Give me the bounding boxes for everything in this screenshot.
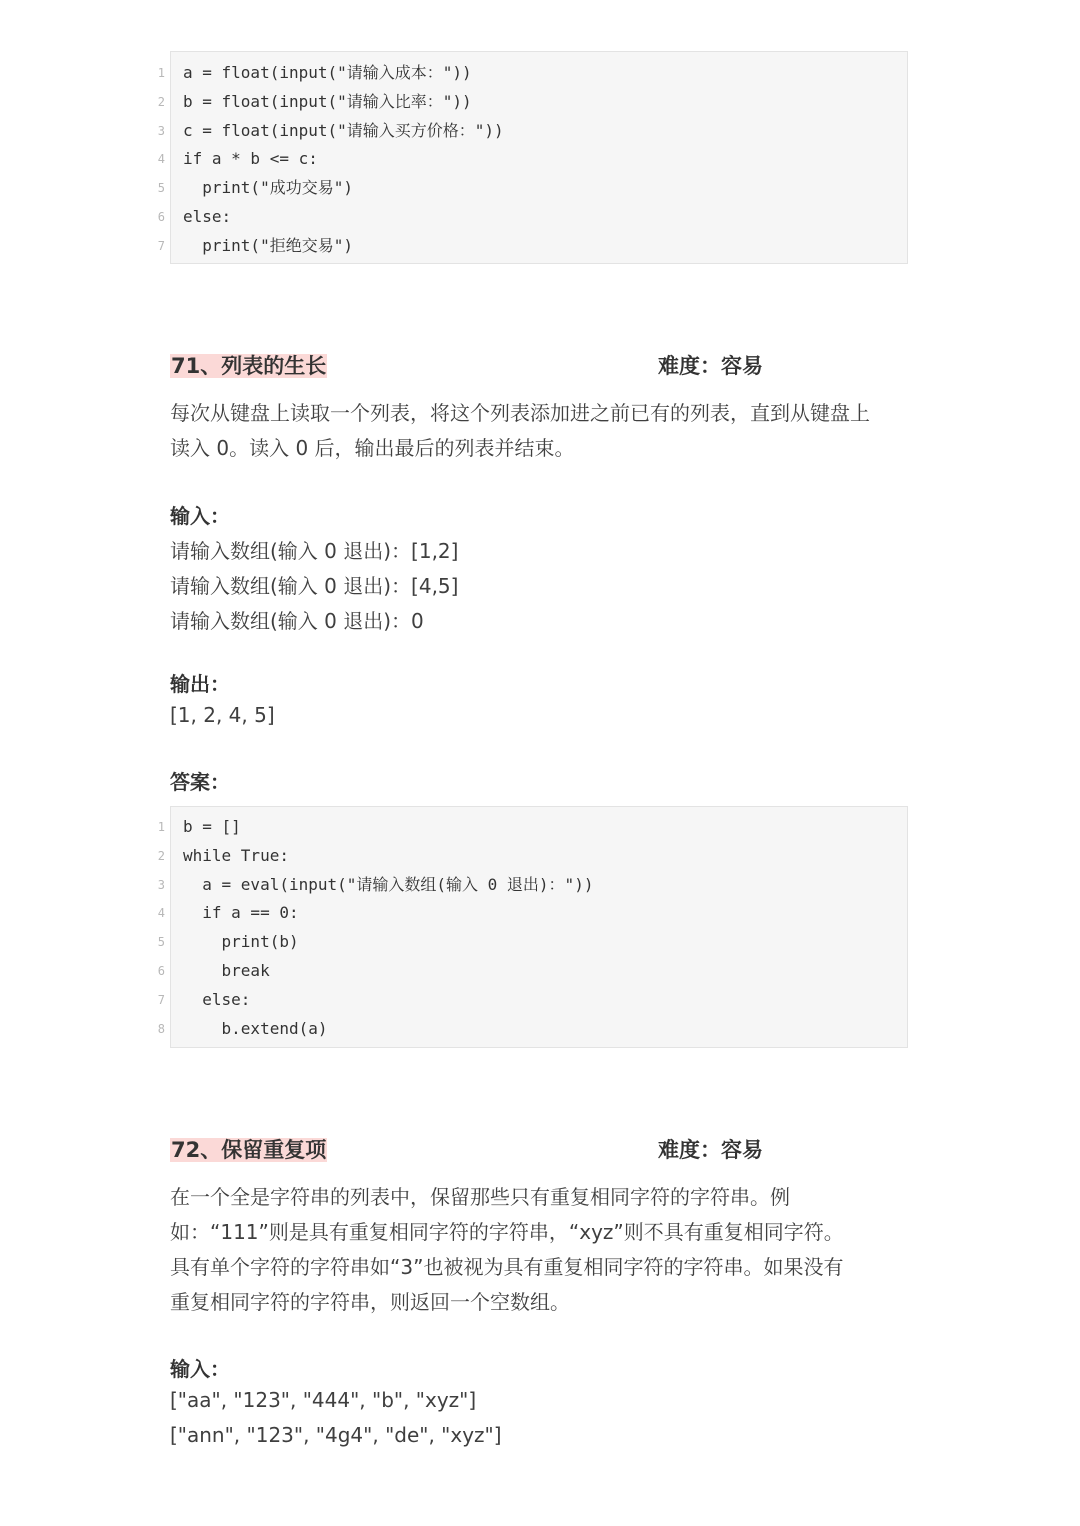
code-line [157, 957, 907, 986]
description-line: 如：“111”则是具有重复相同字符的字符串，“xyz”则不具有重复相同字符。 [170, 1220, 844, 1244]
line-number: 8 [157, 1021, 165, 1036]
code-line [157, 871, 907, 900]
section-71-input-line: 请输入数组(输入 0 退出)：0 [170, 609, 424, 633]
code-text: else: [183, 206, 232, 226]
code-text: a = float(input("请输入成本：")) [183, 63, 472, 82]
code-line [157, 117, 907, 146]
code-text: print("成功交易") [183, 178, 353, 198]
code-text: b.extend(a) [183, 1018, 328, 1038]
code-line [157, 928, 907, 957]
code-line [157, 203, 907, 232]
section-72-description [170, 1180, 910, 1320]
line-number: 2 [157, 848, 165, 863]
line-number: 5 [157, 181, 165, 196]
section-71-output-line: [1, 2, 4, 5] [170, 703, 275, 727]
code-text: else: [183, 989, 251, 1009]
code-text: while True: [183, 845, 289, 865]
code-line [157, 986, 907, 1015]
code-text: print(b) [183, 932, 299, 952]
code-line [157, 88, 907, 117]
code-text: print("拒绝交易") [183, 235, 353, 255]
code-text: a = eval(input("请输入数组(输入 0 退出)：")) [183, 874, 594, 894]
code-text: if a * b <= c: [183, 149, 318, 169]
section-72-input-line: ["ann", "123", "4g4", "de", "xyz"] [170, 1423, 502, 1447]
section-71-title [170, 350, 327, 380]
code-line [157, 842, 907, 871]
code-text: if a == 0: [183, 903, 299, 923]
description-line: 每次从键盘上读取一个列表，将这个列表添加进之前已有的列表，直到从键盘上 [170, 401, 870, 425]
line-number: 4 [157, 906, 165, 921]
code-line [157, 1015, 907, 1044]
description-line: 具有单个字符的字符串如“3”也被视为具有重复相同字符的字符串。如果没有 [170, 1255, 844, 1279]
code-line [157, 899, 907, 928]
line-number: 7 [157, 992, 165, 1007]
code-text: break [183, 960, 270, 980]
section-71-input-label: 输入： [170, 504, 230, 528]
line-number: 4 [157, 152, 165, 167]
section-71-difficulty: 难度：容易 [658, 354, 763, 378]
description-line: 读入 0。读入 0 后，输出最后的列表并结束。 [170, 436, 575, 460]
code-line [157, 813, 907, 842]
line-number: 1 [157, 66, 165, 80]
section-71-input-line: 请输入数组(输入 0 退出)：[4,5] [170, 574, 459, 598]
section-72-input-label: 输入： [170, 1357, 230, 1381]
section-71-title-text: 71、列表的生长 [171, 354, 327, 378]
section-71-answer-label: 答案： [170, 770, 230, 794]
code-text: b = [] [183, 817, 241, 836]
code-block-1 [157, 51, 908, 264]
code-line [157, 59, 907, 88]
line-number: 1 [157, 820, 165, 834]
line-number: 2 [157, 94, 165, 109]
description-line: 重复相同字符的字符串，则返回一个空数组。 [170, 1290, 570, 1314]
section-72-title [170, 1134, 327, 1164]
code-block-2 [157, 806, 908, 1048]
code-line [157, 232, 907, 261]
description-line: 在一个全是字符串的列表中，保留那些只有重复相同字符的字符串。例 [170, 1185, 790, 1209]
section-71-input-line: 请输入数组(输入 0 退出)：[1,2] [170, 539, 459, 563]
line-number: 6 [157, 209, 165, 224]
code-text: b = float(input("请输入比率：")) [183, 91, 472, 111]
code-line [157, 145, 907, 174]
section-72-difficulty: 难度：容易 [658, 1138, 763, 1162]
section-72-title-text: 72、保留重复项 [171, 1138, 327, 1162]
line-number: 7 [157, 238, 165, 253]
code-line [157, 174, 907, 203]
section-71-output-label: 输出： [170, 672, 230, 696]
code-text: c = float(input("请输入买方价格：")) [183, 120, 504, 140]
section-71-description [170, 396, 910, 466]
line-number: 5 [157, 935, 165, 950]
section-72-input-line: ["aa", "123", "444", "b", "xyz"] [170, 1388, 477, 1412]
line-number: 3 [157, 123, 165, 138]
line-number: 3 [157, 877, 165, 892]
line-number: 6 [157, 963, 165, 978]
